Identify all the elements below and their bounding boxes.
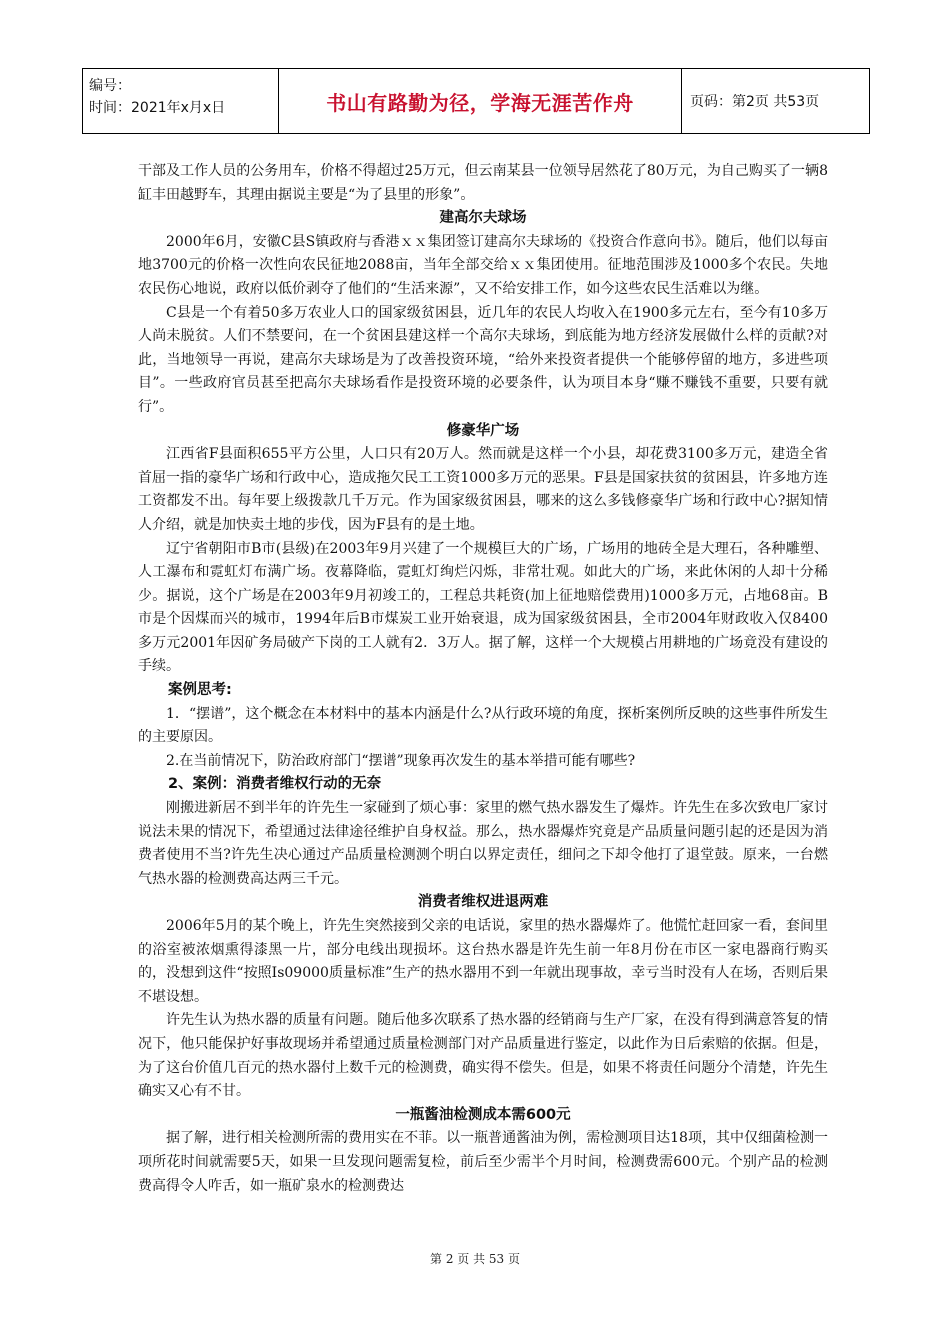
page-footer: 第 2 页 共 53 页	[430, 1252, 520, 1266]
paragraph: 2006年5月的某个晚上，许先生突然接到父亲的电话说，家里的热水器爆炸了。他慌忙赶回家一看，套间里的浴室被浓烟熏得漆黑一片，部分电线出现损坏。这台热水器是许先生前一年8月份在市区一家电器商行购买的，没想到这件“按照Is09000质量标准”生产的热水器用不到一年就出现事故，幸亏当时没有人在场，否则后果不堪设想。	[138, 918, 828, 1005]
page-header	[82, 68, 870, 134]
section-heading-soy-sauce: 一瓶酱油检测成本需600元	[395, 1106, 571, 1123]
paragraph: 许先生认为热水器的质量有问题。随后他多次联系了热水器的经销商与生产厂家，在没有得到满意答复的情况下，他只能保护好事故现场并希望通过质量检测部门对产品质量进行鉴定，以此作为日后索赔的依据。但是，为了这台价值几百元的热水器付上数千元的检测费，确实得不偿失。但是，如果不将责任问题分个清楚，许先生确实又心有不甘。	[138, 1012, 828, 1100]
paragraph: 据了解，进行相关检测所需的费用实在不菲。以一瓶普通酱油为例，需检测项目达18项，其中仅细菌检测一项所花时间就需要5天，如果一旦发现问题需复检，前后至少需半个月时间，检测费需600元。个别产品的检测费高得令人咋舌，如一瓶矿泉水的检测费达	[138, 1130, 828, 1194]
document-time: 时间：2021年x月x日	[89, 100, 226, 116]
section-heading-case-2: 2、案例：消费者维权行动的无奈	[168, 776, 382, 793]
header-motto: 书山有路勤为径，学海无涯苦作舟	[279, 69, 682, 133]
document-body	[138, 160, 828, 1198]
section-heading-case-thinking: 案例思考:	[168, 682, 232, 699]
question-1: 1．“摆谱”，这个概念在本材料中的基本内涵是什么?从行政环境的角度，探析案例所反映的这些事件所发生的主要原因。	[138, 705, 828, 746]
document-number: 编号：	[89, 78, 131, 94]
paragraph: 2000年6月，安徽C县S镇政府与香港ｘｘ集团签订建高尔夫球场的《投资合作意向书》。随后，他们以每亩地3700元的价格一次性向农民征地2088亩，当年全部交给ｘｘ集团使用。征地范围涉及1000多个农民。失地农民伤心地说，政府以低价剥夺了他们的“生活来源”，又不给安排工作，如今这些农民生活难以为继。	[138, 233, 828, 297]
paragraph: 刚搬进新居不到半年的许先生一家碰到了烦心事：家里的燃气热水器发生了爆炸。许先生在多次致电厂家讨说法未果的情况下，希望通过法律途径维护自身权益。那么，热水器爆炸究竟是产品质量问题引起的还是因为消费者使用不当?许先生决心通过产品质量检测测个明白以界定责任，细问之下却令他打了退堂鼓。原来，一台燃气热水器的检测费高达两三千元。	[138, 800, 828, 887]
paragraph: 干部及工作人员的公务用车，价格不得超过25万元，但云南某县一位领导居然花了80万元，为自己购买了一辆8缸丰田越野车，其理由据说主要是“为了县里的形象”。	[138, 163, 828, 203]
paragraph: 江西省F县面积655平方公里，人口只有20万人。然而就是这样一个小县，却花费3100多万元，建造全省首屈一指的豪华广场和行政中心，造成拖欠民工工资1000多万元的恶果。F县是国家扶贫的贫困县，许多地方连工资都发不出。每年要上级拨款几千万元。作为国家级贫困县，哪来的这么多钱修豪华广场和行政中心?据知情人介绍，就是加快卖土地的步伐，因为F县有的是土地。	[138, 446, 828, 533]
section-heading-plaza: 修豪华广场	[446, 422, 520, 439]
header-info-cell	[83, 69, 279, 133]
paragraph: C县是一个有着50多万农业人口的国家级贫困县，近几年的农民人均收入在1900多元左右，至今有10多万人尚未脱贫。人们不禁要问，在一个贫困县建这样一个高尔夫球场，到底能为地方经济发展做什么样的贡献?对此，当地领导一再说，建高尔夫球场是为了改善投资环境，“给外来投资者提供一个能够停留的地方，多进些项目”。一些政府官员甚至把高尔夫球场看作是投资环境的必要条件，认为项目本身“赚不赚钱不重要，只要有就行”。	[138, 304, 828, 415]
question-2: 2.在当前情况下，防治政府部门“摆谱”现象再次发生的基本举措可能有哪些?	[166, 752, 636, 769]
section-heading-golf: 建高尔夫球场	[439, 210, 527, 227]
header-page-number: 页码：第2页 共53页	[690, 94, 820, 110]
paragraph: 辽宁省朝阳市B市(县级)在2003年9月兴建了一个规模巨大的广场，广场用的地砖全是大理石，各种雕塑、人工瀑布和霓虹灯布满广场。夜幕降临，霓虹灯绚烂闪烁，非常壮观。如此大的广场，来此休闲的人却十分稀少。据说，这个广场是在2003年9月初竣工的，工程总共耗资(加上征地赔偿费用)1000多万元，占地68亩。B市是个因煤而兴的城市，1994年后B市煤炭工业开始衰退，成为国家级贫困县，全市2004年财政收入仅8400多万元2001年因矿务局破产下岗的工人就有2．3万人。据了解，这样一个大规模占用耕地的广场竟没有建设的手续。	[138, 540, 828, 675]
section-heading-dilemma: 消费者维权进退两难	[417, 894, 549, 911]
